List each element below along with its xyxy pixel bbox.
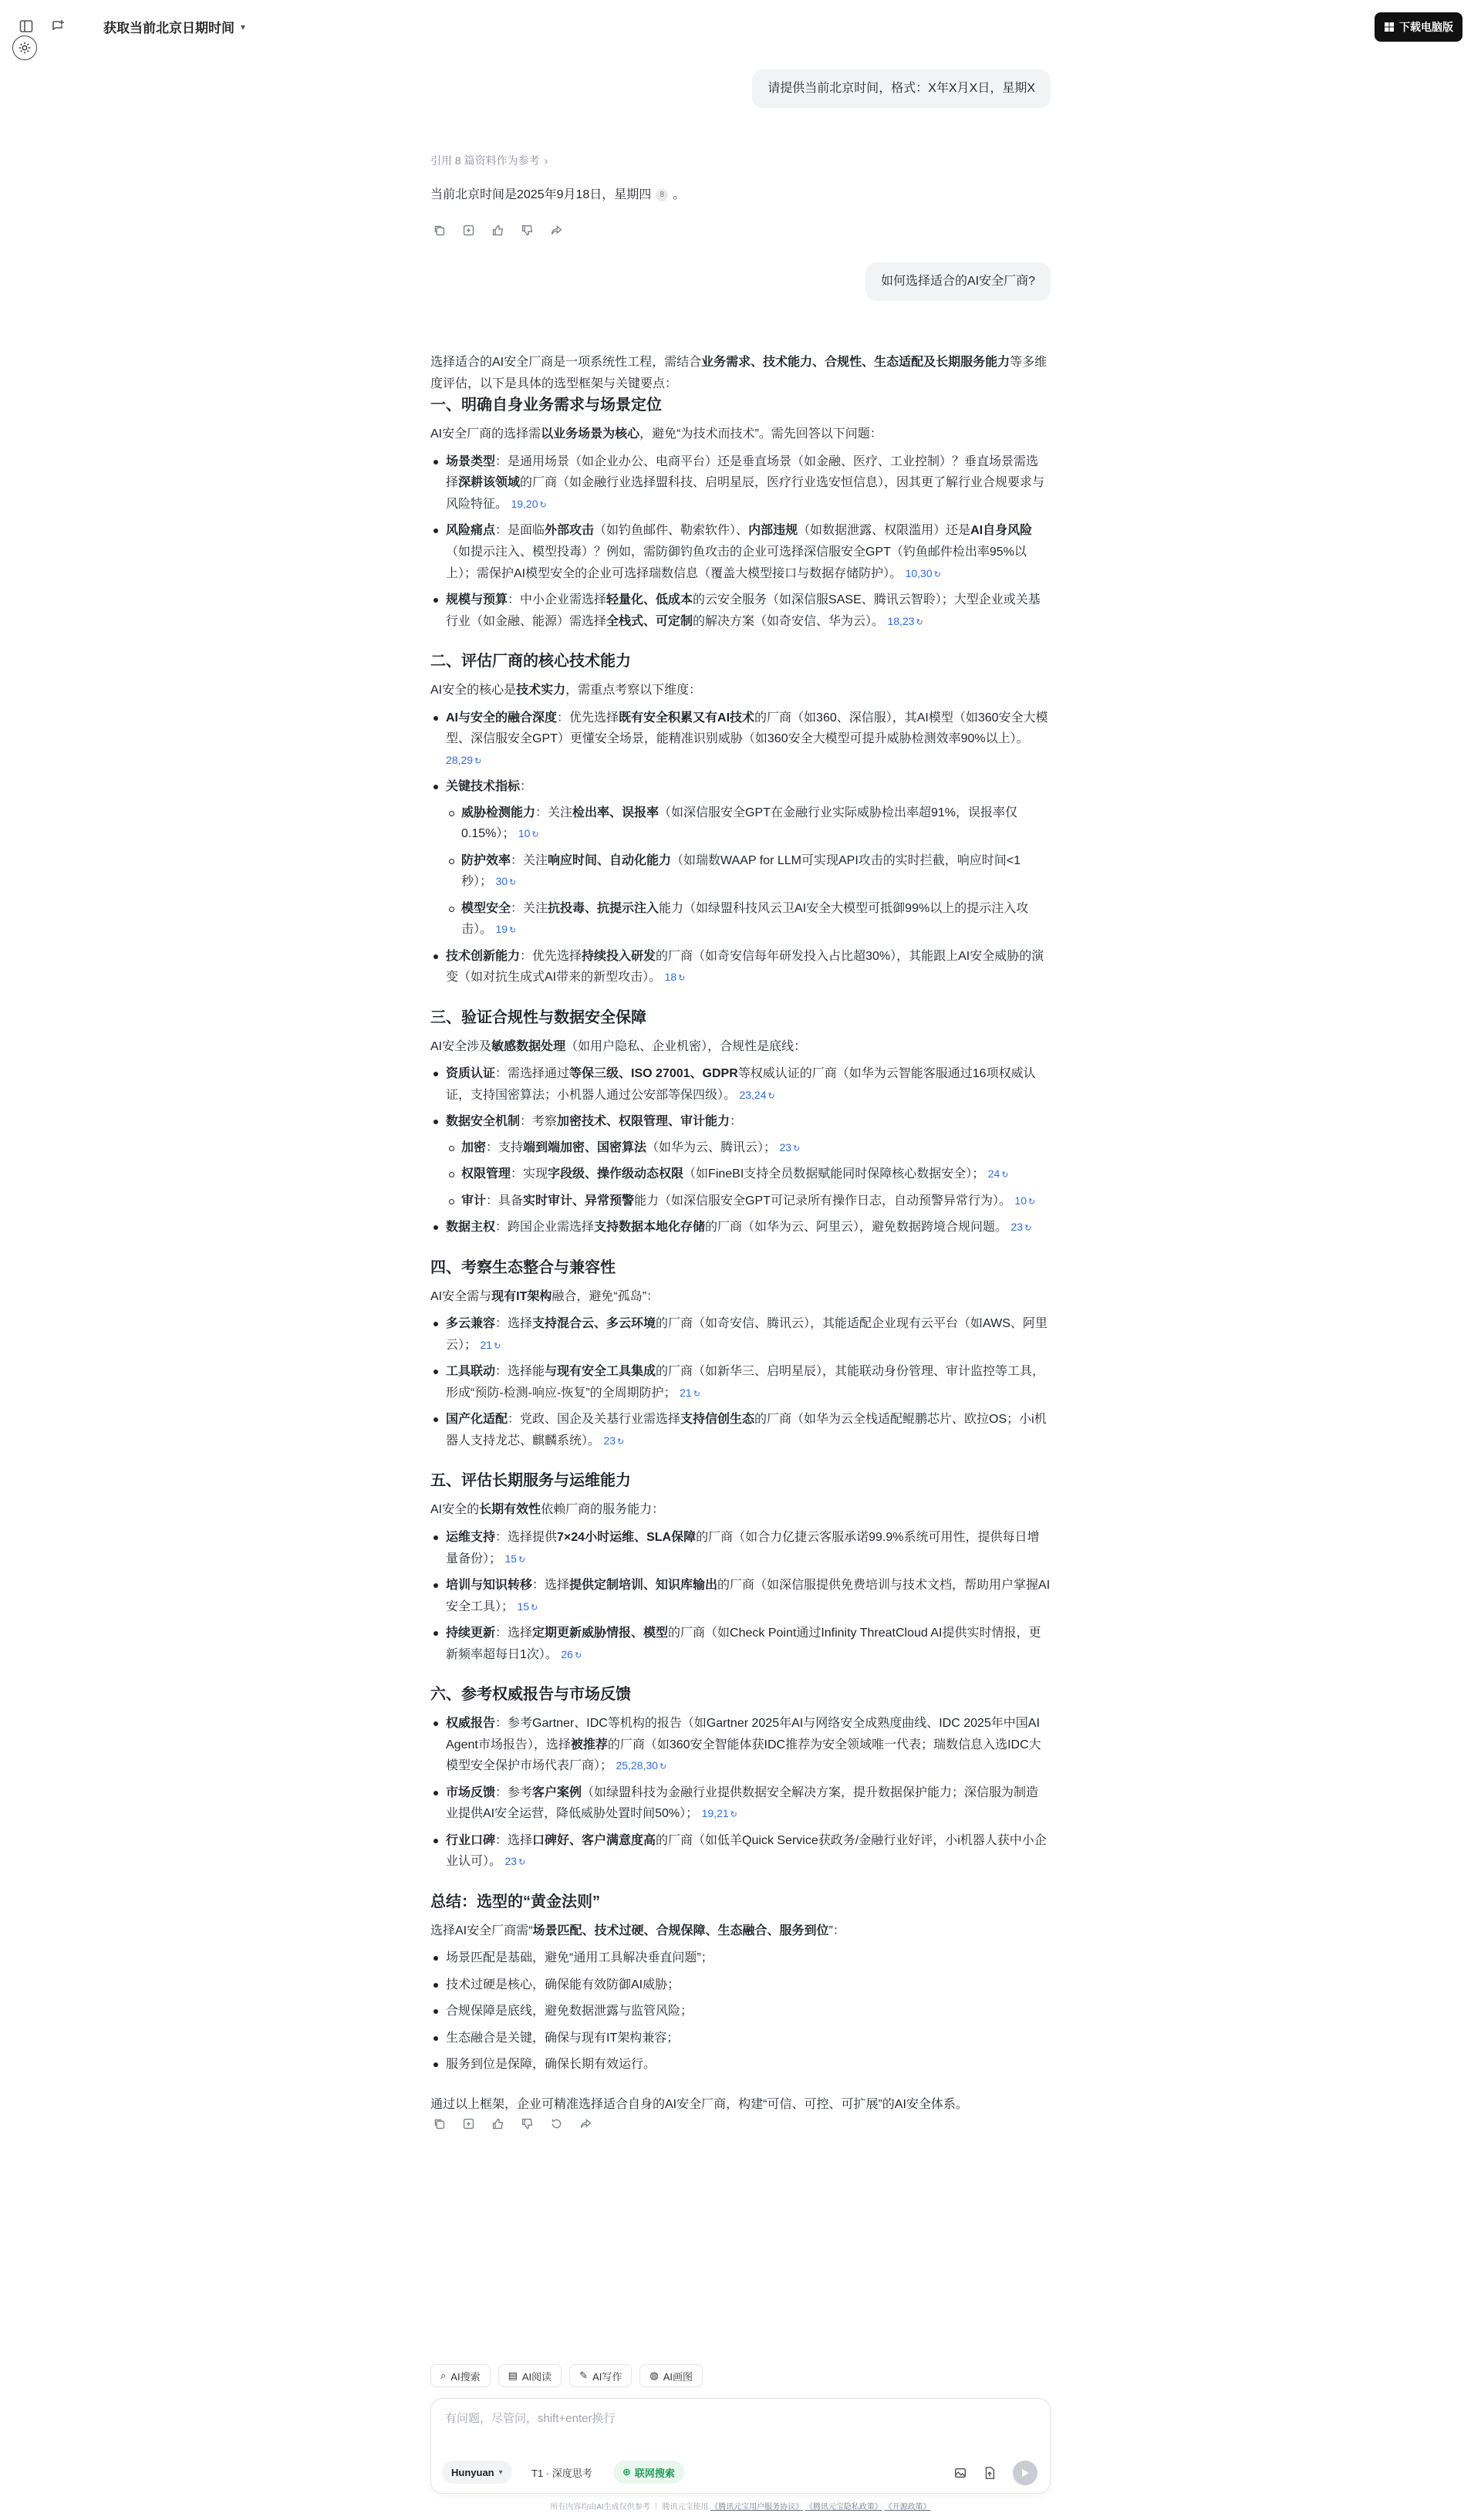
ai-read-button[interactable]: ▤ AI阅读: [498, 2364, 562, 2387]
conclusion-text: 通过以上框架，企业可精准选择适合自身的AI安全厂商，构建“可信、可控、可扩展”的AI安全体系。: [430, 2097, 968, 2111]
references-link[interactable]: [430, 153, 1051, 168]
thumbs-up-icon[interactable]: [489, 2115, 506, 2132]
section-list: [430, 1313, 1051, 1451]
section-heading: 三、验证合规性与数据安全保障: [430, 1008, 646, 1026]
answer-end: 。: [673, 188, 686, 202]
web-search-toggle[interactable]: ⊕ 联网搜索: [613, 2461, 684, 2484]
tool-shortcuts: [430, 2364, 703, 2387]
send-icon: [1020, 2468, 1031, 2478]
citation-link[interactable]: 19 ↻: [495, 923, 517, 936]
search-icon: ⌕: [440, 2370, 447, 2381]
list-item: 行业口碑：选择口碑好、客户满意度高的厂商（如低羊Quick Service获政务/金融行业好评，小i机器人获中小企业认可）。 23 ↻: [430, 1830, 1051, 1873]
list-item: 国产化适配：党政、国企及关基行业需选择支持信创生态的厂商（如华为云全栈适配鲲鹏芯片、欧拉OS；小i机器人支持龙芯、麒麟系统）。 23 ↻: [430, 1409, 1051, 1451]
sub-list-item: 威胁检测能力：关注检出率、误报率（如深信服安全GPT在金融行业实际威胁检出率超91%，误报率仅0.15%）； 10 ↻: [446, 802, 1051, 845]
copy-icon[interactable]: [430, 2115, 447, 2132]
list-item: 服务到位是保障，确保长期有效运行。: [430, 2054, 1051, 2076]
assistant-answer-2: [430, 352, 1051, 2132]
list-item: AI与安全的融合深度：优先选择既有安全积累又有AI技术的厂商（如360、深信服），其AI模型（如360安全大模型、深信服安全GPT）更懂安全场景，能精准识别威胁（如360安全大模型可提升威胁检测效率90%以上）。 28,29 ↻: [430, 708, 1051, 772]
section-lead: AI安全的核心是技术实力，需重点考察以下维度：: [430, 684, 702, 698]
windows-icon: [1384, 22, 1395, 32]
chevron-right-icon: ›: [544, 154, 548, 167]
list-item: 持续更新：选择定期更新威胁情报、模型的厂商（如Check Point通过Infinity ThreatCloud AI提供实时情报，更新频率超每日1次）。 26 ↻: [430, 1623, 1051, 1665]
answer-intro: 选择适合的AI安全厂商是一项系统性工程，需结合业务需求、技术能力、合规性、生态适配及长期服务能力等多维度评估，以下是具体的选型框架与关键要点：: [430, 356, 1047, 390]
section-list: [430, 1713, 1051, 1873]
sub-list-item: 防护效率：关注响应时间、自动化能力（如瑞数WAAP for LLM可实现API攻击的实时拦截，响应时间<1秒）； 30 ↻: [446, 850, 1051, 893]
citation-link[interactable]: 10 ↻: [518, 827, 539, 840]
citation-link[interactable]: 23 ↻: [779, 1140, 801, 1154]
sub-list-item: 加密：支持端到端加密、国密算法（如华为云、腾讯云）； 23 ↻: [446, 1137, 1051, 1159]
citation-link[interactable]: 10 ↻: [1014, 1194, 1036, 1207]
thumbs-down-icon[interactable]: [518, 2115, 535, 2132]
section-lead: AI安全涉及敏感数据处理（如用户隐私、企业机密），合规性是底线：: [430, 1039, 807, 1053]
citation-link[interactable]: 30 ↻: [495, 875, 517, 888]
list-item: 市场反馈：参考客户案例（如绿盟科技为金融行业提供数据安全解决方案，提升数据保护能力；深信服为制造业提供AI安全运营，降低威胁处置时间50%）； 19,21 ↻: [430, 1782, 1051, 1825]
settings-gear-icon[interactable]: [12, 35, 37, 60]
send-button[interactable]: [1013, 2461, 1037, 2485]
list-item: 规模与预算：中小企业需选择轻量化、低成本的云安全服务（如深信服SASE、腾讯云智聆）；大型企业或关基行业（如金融、能源）需选择全栈式、可定制的解决方案（如奇安信、华为云）。 18,23 ↻: [430, 589, 1051, 632]
assistant-answer-1: [430, 185, 1051, 205]
section-lead: AI安全的长期有效性依赖厂商的服务能力：: [430, 1503, 665, 1517]
file-upload-icon[interactable]: [980, 2464, 999, 2482]
bookmark-icon[interactable]: [460, 222, 477, 239]
sub-list-item: 模型安全：关注抗投毒、抗提示注入能力（如绿盟科技风云卫AI安全大模型可抵御99%以上的提示注入攻击）。 19 ↻: [446, 898, 1051, 941]
open-source-link[interactable]: 《开源政策》: [884, 2503, 931, 2512]
globe-icon: ⊕: [622, 2466, 631, 2478]
list-item: 场景匹配是基础，避免“通用工具解决垂直问题”；: [430, 1947, 1051, 1969]
section-list: [430, 451, 1051, 632]
chevron-down-icon: ▾: [241, 21, 246, 32]
bookmark-icon[interactable]: [460, 2115, 477, 2132]
citation-link[interactable]: 26 ↻: [561, 1647, 582, 1660]
chevron-down-icon: ▾: [498, 2468, 503, 2477]
list-item: 培训与知识转移：选择提供定制培训、知识库输出的厂商（如深信服提供免费培训与技术文档，帮助用户掌握AI安全工具）； 15 ↻: [430, 1575, 1051, 1617]
book-icon: ▤: [508, 2370, 518, 2381]
list-item: 技术创新能力：优先选择持续投入研发的厂商（如奇安信每年研发投入占比超30%），其能跟上AI安全威胁的演变（如对抗生成式AI带来的新型攻击）。 18 ↻: [430, 946, 1051, 988]
user-message-bubble: 请提供当前北京时间，格式：X年X月X日，星期X: [752, 69, 1051, 108]
top-bar: [0, 0, 1481, 56]
section-lead: AI安全需与现有IT架构融合，避免“孤岛”：: [430, 1289, 660, 1303]
citation-link[interactable]: 23,24 ↻: [739, 1088, 775, 1101]
citation-link[interactable]: 23 ↻: [504, 1855, 526, 1868]
message-input[interactable]: [445, 2410, 1031, 2441]
citation-link[interactable]: 10,30 ↻: [905, 566, 941, 579]
citation-link[interactable]: 24 ↻: [987, 1167, 1009, 1181]
model-label: Hunyuan: [451, 2466, 494, 2478]
list-item: 数据安全机制：考察加密技术、权限管理、审计能力： 加密：支持端到端加密、国密算法（如华为云、腾讯云）； 23 ↻ 权限管理：实现字段级、操作级动态权限（如FineBI支持全员数据赋能同时保障核心数据安全）； 24 ↻ 审计：具备实时审计、异常预警能力（如深信服安全GPT可记录所有操作日志，自动预警异常行为）。 10 ↻: [430, 1111, 1051, 1211]
list-item: 技术过硬是核心，确保能有效防御AI威胁；: [430, 1974, 1051, 1996]
list-item: 资质认证：需选择通过等保三级、ISO 27001、GDPR等权威认证的厂商（如华为云智能客服通过16项权威认证，支持国密算法；小机器人通过公安部等保四级）。 23,24 ↻: [430, 1063, 1051, 1106]
deep-think-toggle[interactable]: T1 · 深度思考: [531, 2467, 592, 2479]
privacy-link[interactable]: 《腾讯元宝隐私政策》: [805, 2503, 882, 2512]
list-item: 运维支持：选择提供7×24小时运维、SLA保障的厂商（如合力亿捷云客服承诺99.9%系统可用性，提供每日增量备份）； 15 ↻: [430, 1527, 1051, 1569]
share-icon[interactable]: [548, 222, 565, 239]
summary-list: [430, 1947, 1051, 2076]
section-lead: AI安全厂商的选择需以业务场景为核心，避免“为技术而技术”。需先回答以下问题：: [430, 427, 882, 441]
references-text: 引用 8 篇资料作为参考: [430, 154, 540, 167]
share-icon[interactable]: [577, 2115, 594, 2132]
sub-list: [446, 802, 1051, 941]
summary-lead: 选择AI安全厂商需“场景匹配、技术过硬、合规保障、生态融合、服务到位”：: [430, 1924, 845, 1937]
answer-1-actions: [430, 222, 1051, 239]
citation-link[interactable]: 21 ↻: [480, 1338, 501, 1351]
chat-thread: [430, 69, 1051, 2132]
citation-link[interactable]: 23 ↻: [1010, 1221, 1032, 1234]
user-message-bubble: 如何选择适合的AI安全厂商?: [865, 262, 1051, 301]
citation-link[interactable]: 19,20 ↻: [511, 497, 547, 510]
list-item: 工具联动：选择能与现有安全工具集成的厂商（如新华三、启明星辰），其能联动身份管理、审计监控等工具，形成“预防-检测-响应-恢复”的全周期防护； 21 ↻: [430, 1361, 1051, 1404]
citation-link[interactable]: 28,29 ↻: [446, 753, 482, 766]
new-chat-icon[interactable]: [48, 15, 69, 37]
list-item: 生态融合是关键，确保与现有IT架构兼容；: [430, 2028, 1051, 2049]
conversation-title[interactable]: [103, 17, 245, 36]
image-upload-icon[interactable]: [951, 2464, 970, 2482]
list-item: 风险痛点：是面临外部攻击（如钓鱼邮件、勒索软件）、内部违规（如数据泄露、权限滥用）还是AI自身风险（如提示注入、模型投毒）？例如，需防御钓鱼攻击的企业可选择深信服安全GPT（钓鱼邮件检出率95%以上）；需保护AI模型安全的企业可选择瑞数信息（覆盖大模型接口与数据存储防护）。 10,30 ↻: [430, 520, 1051, 584]
section-list: [430, 1063, 1051, 1238]
section-heading: 五、评估长期服务与运维能力: [430, 1472, 631, 1490]
sub-list-item: 权限管理：实现字段级、操作级动态权限（如FineBI支持全员数据赋能同时保障核心数据安全）； 24 ↻: [446, 1164, 1051, 1185]
list-item: 权威报告：参考Gartner、IDC等机构的报告（如Gartner 2025年AI与网络安全成熟度曲线、IDC 2025年中国AI Agent市场报告），选择被推荐的厂商（如360安全智能体获IDC推荐为安全领域唯一代表；瑞数信息入选IDC大模型安全保护市场代表厂商）； 25,28,30 ↻: [430, 1713, 1051, 1777]
thumbs-down-icon[interactable]: [518, 222, 535, 239]
ai-write-button[interactable]: ✎ AI写作: [569, 2364, 632, 2387]
thumbs-up-icon[interactable]: [489, 222, 506, 239]
citation-link[interactable]: 19,21 ↻: [701, 1807, 737, 1820]
download-desktop-button[interactable]: [1375, 12, 1462, 42]
section-heading: 四、考察生态整合与兼容性: [430, 1258, 616, 1276]
citation-link[interactable]: 25,28,30 ↻: [616, 1759, 667, 1772]
user-message-row: [430, 69, 1051, 108]
sub-list-item: 审计：具备实时审计、异常预警能力（如深信服安全GPT可记录所有操作日志，自动预警异常行为）。 10 ↻: [446, 1191, 1051, 1212]
ai-draw-button[interactable]: ◍ AI画图: [639, 2364, 703, 2387]
palette-icon: ◍: [649, 2370, 659, 2381]
answer-text: 当前北京时间是2025年9月18日，星期四: [430, 188, 652, 202]
ai-search-button[interactable]: ⌕ AI搜索: [430, 2364, 491, 2387]
list-item: 数据主权：跨国企业需选择支持数据本地化存储的厂商（如华为云、阿里云），避免数据跨境合规问题。 23 ↻: [430, 1217, 1051, 1238]
message-composer: [430, 2398, 1051, 2494]
citation-link[interactable]: 18 ↻: [664, 971, 686, 984]
citation-link[interactable]: 15 ↻: [517, 1599, 538, 1613]
list-item: 场景类型：是通用场景（如企业办公、电商平台）还是垂直场景（如金融、医疗、工业控制）？垂直场景需选择深耕该领域的厂商（如金融行业选择盟科技、启明星辰，医疗行业选安恒信息），因其更了解行业合规要求与风险特征。 19,20 ↻: [430, 451, 1051, 515]
download-label: 下载电脑版: [1399, 21, 1453, 33]
section-heading: 六、参考权威报告与市场反馈: [430, 1686, 631, 1704]
regenerate-icon[interactable]: [548, 2115, 565, 2132]
footer-disclaimer: 所有内容均由AI生成仅供参考 ｜ 腾讯元宝使用 《腾讯元宝用户服务协议》 《腾讯元宝隐私政策》 《开源政策》: [550, 2503, 931, 2512]
list-item: 多云兼容：选择支持混合云、多云环境的厂商（如奇安信、腾讯云），其能适配企业现有云平台（如AWS、阿里云）； 21 ↻: [430, 1313, 1051, 1356]
citation-link[interactable]: 23 ↻: [603, 1434, 625, 1447]
sub-list: [446, 1137, 1051, 1212]
section-list: [430, 1527, 1051, 1665]
model-selector[interactable]: [442, 2461, 512, 2484]
answer-2-actions: [430, 2115, 1051, 2132]
section-list: [430, 708, 1051, 988]
conversation-title-text: 获取当前北京日期时间: [103, 21, 234, 35]
section-heading: 一、明确自身业务需求与场景定位: [430, 397, 662, 414]
list-item: 合规保障是底线，避免数据泄露与监管风险；: [430, 2001, 1051, 2022]
terms-link[interactable]: 《腾讯元宝用户服务协议》: [710, 2503, 804, 2512]
citation-link[interactable]: 15 ↻: [504, 1552, 526, 1565]
citation-badge[interactable]: 8: [656, 189, 668, 201]
summary-heading: 总结：选型的“黄金法则”: [430, 1893, 600, 1910]
pen-icon: ✎: [579, 2370, 589, 2381]
sidebar-toggle-icon[interactable]: [15, 15, 37, 37]
user-message-row: [430, 262, 1051, 301]
citation-link[interactable]: 21 ↻: [680, 1386, 700, 1399]
citation-link[interactable]: 18,23 ↻: [887, 614, 923, 627]
copy-icon[interactable]: [430, 222, 447, 239]
section-heading: 二、评估厂商的核心技术能力: [430, 653, 631, 671]
list-item: 关键技术指标： 威胁检测能力：关注检出率、误报率（如深信服安全GPT在金融行业实际威胁检出率超91%，误报率仅0.15%）； 10 ↻ 防护效率：关注响应时间、自动化能力（如瑞数WAAP for LLM可实现API攻击的实时拦截，响应时间<1秒）； 30 ↻ 模型安全：关注抗投毒、抗提示注入能力（如绿盟科技风云卫AI安全大模型可抵御99%以上的提示注入攻击）。 19 ↻: [430, 776, 1051, 941]
